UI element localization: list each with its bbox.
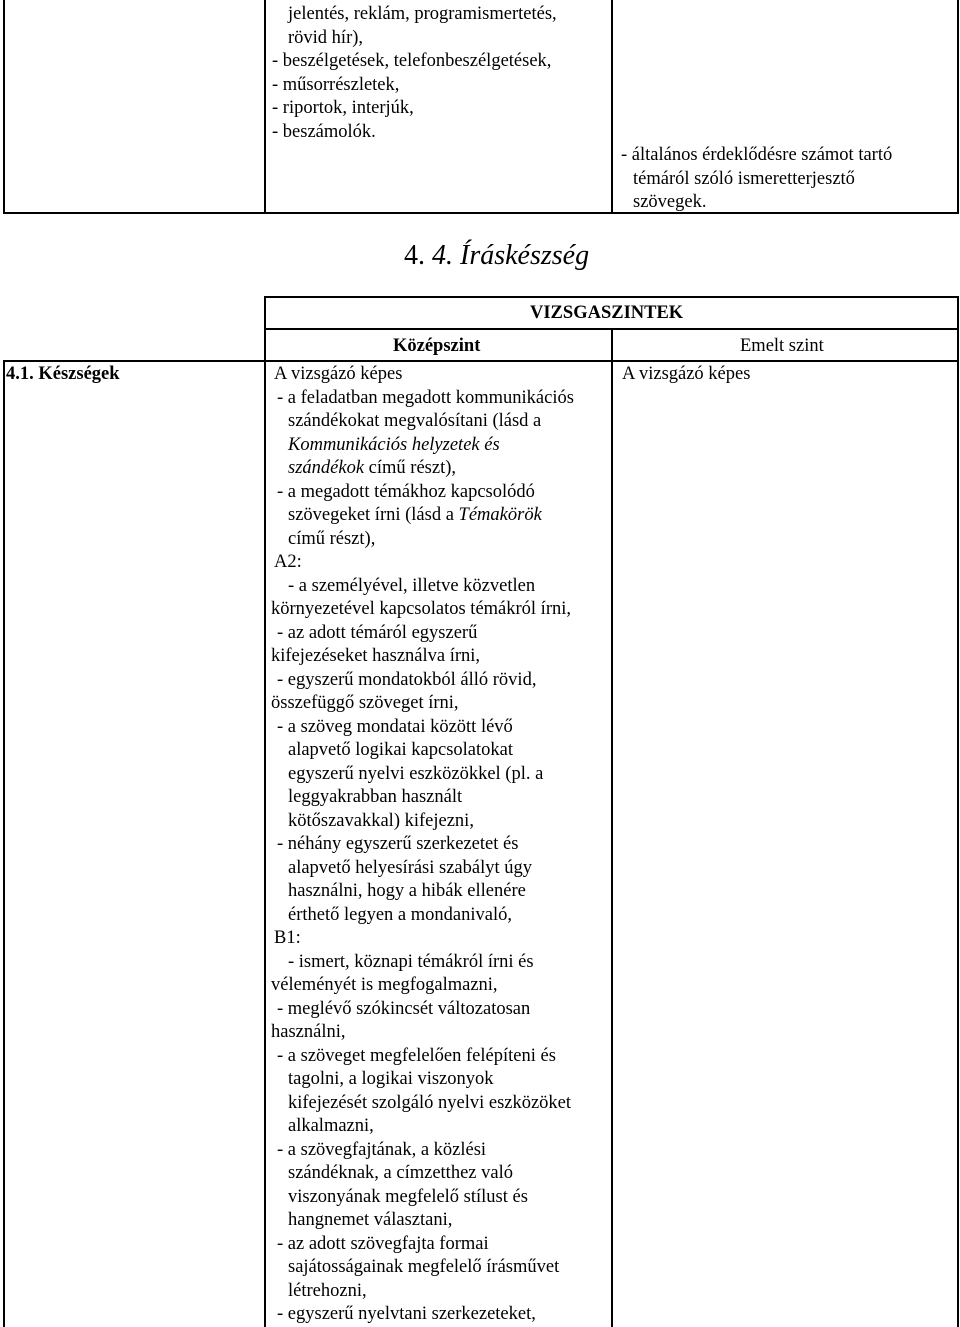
text-line [271, 1256, 574, 1280]
text-line [271, 410, 574, 434]
text-line: szövegek. [633, 192, 707, 212]
text-run: sajátosságainak megfelelő írásművet [288, 1257, 560, 1277]
text-run: - a személyével, illetve közvetlen [288, 575, 536, 596]
italic-reference: Témakörök [458, 505, 542, 525]
text-run: összefüggő szöveget írni, [271, 693, 459, 713]
text-run: - a megadott témákhoz kapcsolódó [277, 481, 535, 502]
text-line [271, 504, 574, 528]
section-number: 4. [404, 240, 432, 271]
text-line [271, 904, 574, 928]
text-line [271, 1209, 574, 1233]
text-line [271, 434, 574, 458]
text-run: viszonyának megfelelő stílust és [288, 1186, 528, 1207]
top-table-divider-2 [611, 0, 613, 214]
top-table-middle-cell [272, 3, 557, 144]
text-line [271, 551, 574, 575]
text-line [271, 763, 574, 787]
advanced-level-header: Emelt szint [740, 336, 824, 356]
text-run: érthető legyen a mondanivaló, [288, 904, 512, 925]
text-run: szándékokat megvalósítani (lásd a [288, 411, 542, 431]
text-run: kötőszavakkal) kifejezni, [288, 810, 474, 831]
text-line [271, 1186, 574, 1210]
text-line [271, 1021, 574, 1045]
exam-table-top-border [264, 296, 959, 298]
advanced-intro-text: A vizsgázó képes [622, 364, 751, 384]
text-run: - ismert, köznapi témákról írni és [288, 951, 534, 972]
text-line [271, 1303, 574, 1327]
text-line [271, 927, 574, 951]
section-title: 4. Íráskészség [432, 240, 590, 271]
text-run: szövegeket írni (lásd a [288, 505, 459, 525]
text-line [271, 1115, 574, 1139]
text-run: kifejezését szolgáló nyelvi eszközöket [288, 1092, 572, 1113]
text-line [271, 387, 574, 411]
text-run: szándéknak, a címzetthez való [288, 1163, 513, 1183]
text-line [271, 998, 574, 1022]
text-run: használni, [271, 1022, 346, 1042]
text-line: - riportok, interjúk, [272, 98, 414, 118]
italic-reference: Kommunikációs helyzetek és [288, 434, 500, 455]
text-line [271, 1068, 574, 1092]
text-line [271, 622, 574, 646]
exam-table-left-border [3, 360, 5, 1327]
text-run: létrehozni, [288, 1280, 367, 1301]
text-run: leggyakrabban használt [288, 787, 463, 807]
text-line [271, 716, 574, 740]
text-run: tagolni, a logikai viszonyok [288, 1069, 494, 1089]
text-run: - a szöveget megfelelően felépíteni és [277, 1045, 556, 1066]
text-line [271, 786, 574, 810]
text-run: alapvető logikai kapcsolatokat [288, 740, 514, 760]
top-table-right-border [957, 0, 959, 214]
text-run: - egyszerű nyelvtani szerkezeteket, [277, 1304, 536, 1324]
text-line [271, 739, 574, 763]
text-line [271, 645, 574, 669]
text-line: - műsorrészletek, [272, 74, 400, 95]
text-run: - az adott szövegfajta formai [277, 1233, 489, 1254]
text-line [271, 1092, 574, 1116]
text-run: című részt), [364, 458, 456, 478]
text-run: alkalmazni, [288, 1116, 374, 1136]
text-line [271, 974, 574, 998]
section-heading [404, 238, 589, 274]
text-line [271, 457, 574, 481]
text-line [271, 810, 574, 834]
exam-levels-header: VIZSGASZINTEK [530, 303, 684, 323]
text-line: A vizsgázó képes [274, 364, 403, 384]
text-run: B1: [274, 928, 301, 948]
text-line: jelentés, reklám, programismertetés, [288, 4, 557, 24]
intermediate-level-content [271, 363, 574, 1327]
text-run: környezetével kapcsolatos témákról írni, [271, 599, 572, 619]
text-run: véleményét is megfogalmazni, [271, 975, 498, 995]
text-line: - beszámolók. [272, 121, 376, 142]
top-table-divider-1 [264, 0, 266, 214]
text-line: - beszélgetések, telefonbeszélgetések, [272, 51, 552, 71]
exam-table-right-border [957, 296, 959, 1327]
text-line: rövid hír), [288, 27, 364, 48]
text-run: használni, hogy a hibák ellenére [288, 881, 526, 901]
top-table-left-border [3, 0, 5, 214]
exam-table-subheader-divider [3, 360, 959, 362]
text-run: hangnemet választani, [288, 1210, 453, 1230]
text-line [271, 598, 574, 622]
row-label-skills: 4.1. Készségek [6, 364, 120, 384]
text-run: - a szöveg mondatai között lévő [277, 716, 513, 737]
text-line [271, 692, 574, 716]
text-line [271, 951, 574, 975]
text-line [271, 669, 574, 693]
text-line [271, 1162, 574, 1186]
text-line [271, 481, 574, 505]
text-line [271, 528, 574, 552]
text-line [271, 880, 574, 904]
text-line [271, 1045, 574, 1069]
text-line [271, 833, 574, 857]
text-run: - néhány egyszerű szerkezetet és [277, 834, 519, 854]
text-line [271, 1139, 574, 1163]
text-line: témáról szóló ismeretterjesztő [633, 168, 855, 189]
text-run: című részt), [288, 528, 376, 549]
text-run: - a szövegfajtának, a közlési [277, 1139, 487, 1160]
italic-reference: szándékok [288, 458, 365, 478]
text-line [271, 857, 574, 881]
text-run: alapvető helyesírási szabályt úgy [288, 857, 533, 878]
text-run: - az adott témáról egyszerű [277, 622, 478, 643]
text-run: kifejezéseket használva írni, [271, 646, 481, 666]
text-run: - a feladatban megadott kommunikációs [277, 387, 574, 408]
text-line [271, 1280, 574, 1304]
intermediate-level-header: Középszint [393, 336, 481, 356]
text-line: - általános érdeklődésre számot tartó [621, 145, 893, 165]
exam-table-divider-2 [611, 328, 613, 1327]
text-line [271, 575, 574, 599]
top-table-right-cell [621, 144, 892, 215]
text-run: - egyszerű mondatokból álló rövid, [277, 669, 537, 690]
text-run: - meglévő szókincsét változatosan [277, 998, 531, 1019]
exam-table-divider-1 [264, 296, 266, 1327]
text-run: A2: [274, 552, 302, 572]
text-run: egyszerű nyelvi eszközökkel (pl. a [288, 763, 544, 784]
text-line [271, 1233, 574, 1257]
